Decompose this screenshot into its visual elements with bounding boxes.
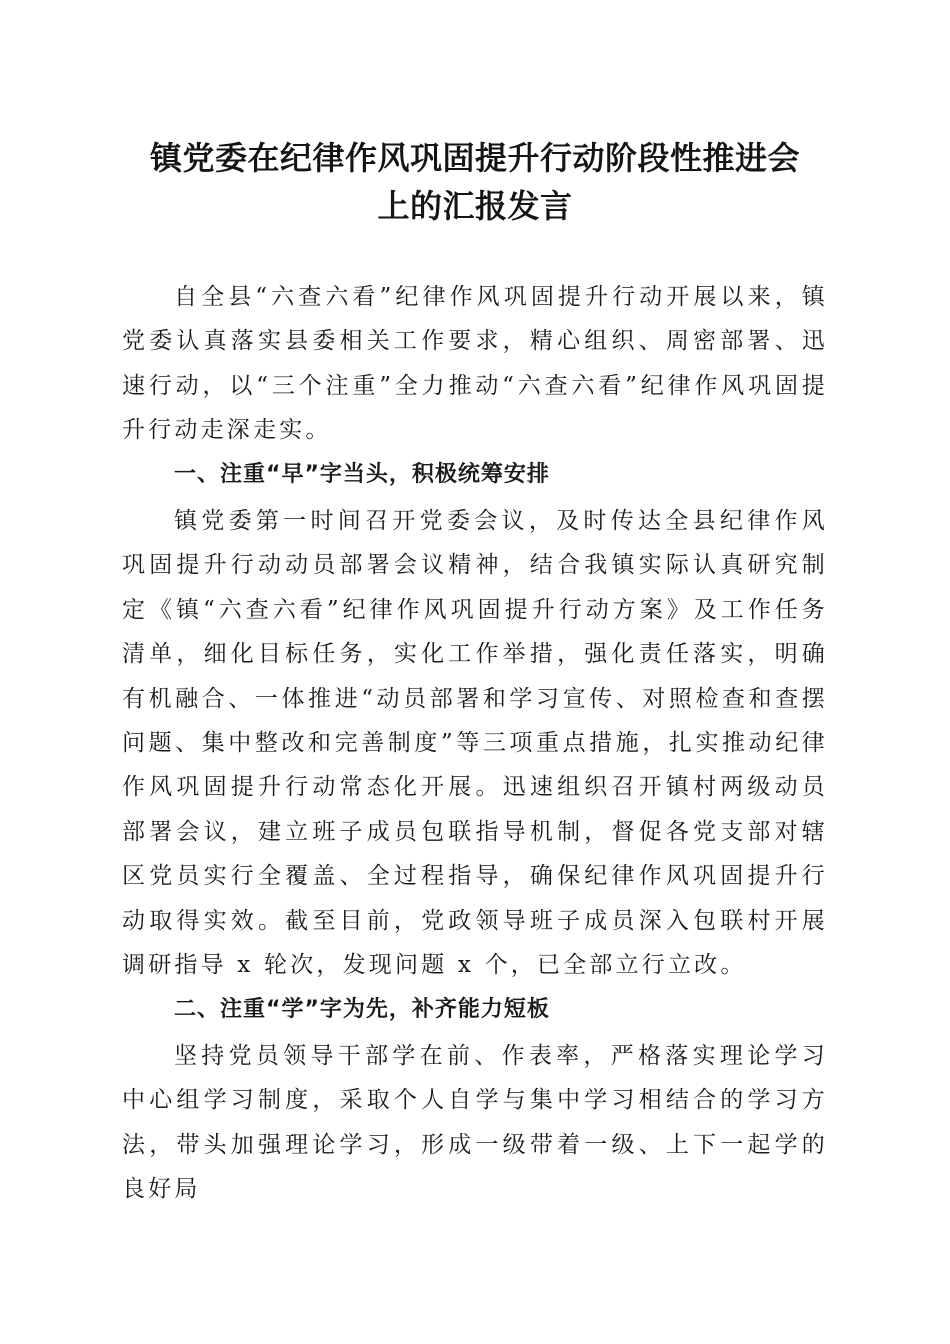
section-heading-1: 一、注重“早”字当头，积极统筹安排 <box>174 462 550 487</box>
document-title <box>114 134 836 230</box>
title-line-2: 上的汇报发言 <box>377 187 573 225</box>
section-heading-2: 二、注重“学”字为先，补齐能力短板 <box>174 997 550 1022</box>
section-2-paragraph: 坚持党员领导干部学在前、作表率，严格落实理论学习中心组学习制度，采取个人自学与集中学习相结合的学习方法，带头加强理论学习，形成一级带着一级、上下一起学的良好局 <box>122 1043 828 1203</box>
title-line-1: 镇党委在纪律作风巩固提升行动阶段性推进会 <box>149 139 800 177</box>
intro-paragraph: 自全县“六查六看”纪律作风巩固提升行动开展以来，镇党委认真落实县委相关工作要求，精心组织、周密部署、迅速行动，以“三个注重”全力推动“六查六看”纪律作风巩固提升行动走深走实。 <box>122 284 828 444</box>
section-1-paragraph: 镇党委第一时间召开党委会议，及时传达全县纪律作风巩固提升行动动员部署会议精神，结合我镇实际认真研究制定《镇“六查六看”纪律作风巩固提升行动方案》及工作任务清单，细化目标任务，实化工作举措，强化责任落实，明确有机融合、一体推进“动员部署和学习宣传、对照检查和查摆问题、集中整改和完善制度”等三项重点措施，扎实推动纪律作风巩固提升行动常态化开展。迅速组织召开镇村两级动员部署会议，建立班子成员包联指导机制，督促各党支部对辖区党员实行全覆盖、全过程指导，确保纪律作风巩固提升行动取得实效。截至目前，党政领导班子成员深入包联村开展调研指导 x 轮次，发现问题 x 个，已全部立行立改。 <box>122 508 828 979</box>
